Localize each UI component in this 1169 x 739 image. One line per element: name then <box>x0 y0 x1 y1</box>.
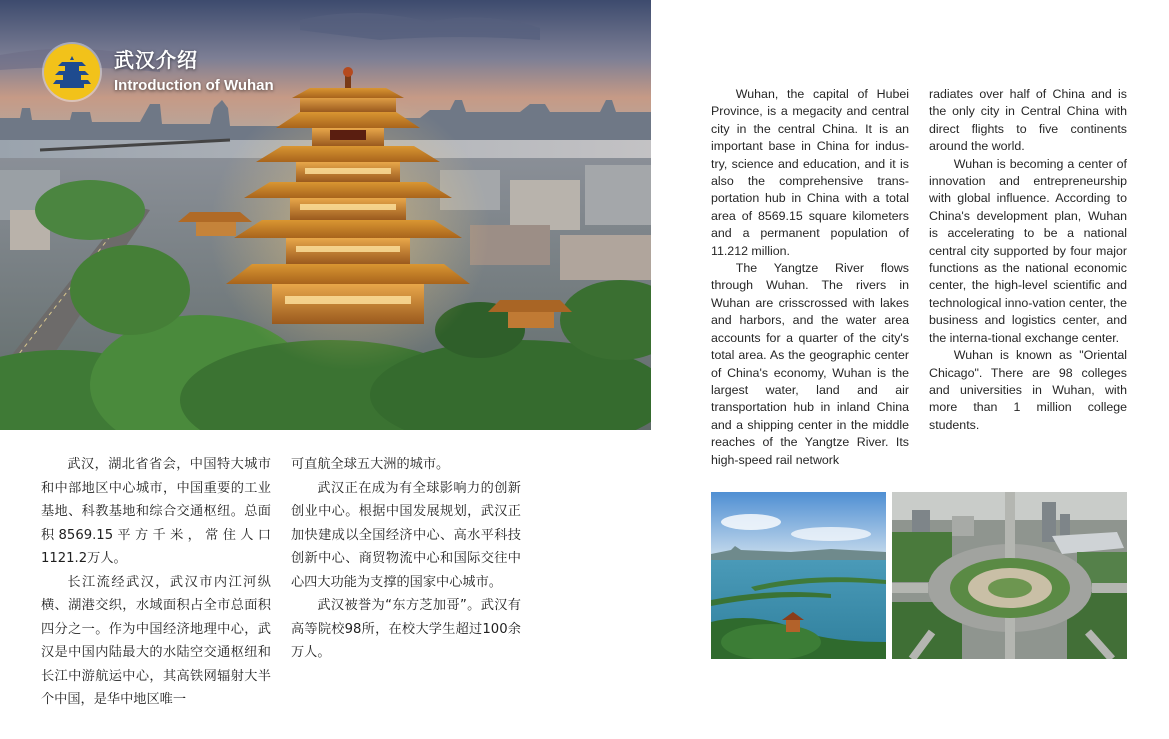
english-paragraph: The Yangtze River flows through Wuhan. The rivers in Wuhan are crisscrossed with lakes and harbors, and the water area accounts for a quarter of the city's total area. As the geographic center of China's economy, Wuhan is the largest water, land and air transportation hub in inland China and a shipping center in the middle reaches of the Yangtze River. Its high-speed rail network <box>711 261 909 467</box>
east-lake-photo <box>711 492 886 659</box>
chinese-column-1 <box>41 453 271 712</box>
hero-photo-yellow-crane-tower <box>0 0 651 430</box>
english-paragraph: radiates over half of China and is the only city in Central China with direct flights to five continents around the world. <box>929 87 1127 154</box>
english-paragraph: Wuhan is known as "Oriental Chicago". There are 98 colleges and universities in Wuhan, with more than 1 million college students. <box>929 348 1127 432</box>
chinese-paragraph: 长江流经武汉，武汉市内江河纵横、湖港交织，水域面积占全市总面积四分之一。作为中国经济地理中心，武汉是中国内陆最大的水陆空交通枢纽和长江中游航运中心，其高铁网辐射大半个中国，是华中地区唯一 <box>41 574 271 707</box>
english-paragraph: Wuhan, the capital of Hubei Province, is a megacity and central city in the central China. It is an important base in China for indus-try, science and education, and it is also the comprehensive trans-portation hub in China with a total area of 8569.15 square kilometers and a permanent population of 11.212 million. <box>711 87 909 258</box>
right-page <box>652 0 1169 739</box>
plaza-aerial-photo <box>892 492 1127 659</box>
english-column-1 <box>711 86 909 469</box>
english-paragraph: Wuhan is becoming a center of innovation and entrepreneurship with global influence. According to China's development plan, Wuhan is accelerating to be a national central city supported by four major functions as the national economic center, the high-level scientific and technological inno-vation center, the business and logistics center, and the interna-tional exchange center. <box>929 156 1127 345</box>
title-english: Introduction of Wuhan <box>114 77 274 94</box>
yellow-crane-tower-icon <box>44 44 100 100</box>
chinese-paragraph: 武汉正在成为有全球影响力的创新创业中心。根据中国发展规划，武汉正加快建成以全国经济中心、高水平科技创新中心、商贸物流中心和国际交往中心四大功能为支撑的国家中心城市。 <box>291 480 521 590</box>
chinese-column-2 <box>291 453 521 665</box>
chinese-paragraph: 武汉被誉为“东方芝加哥”。武汉有高等院校98所，在校大学生超过100余万人。 <box>291 598 521 660</box>
section-title <box>44 44 274 100</box>
english-column-2 <box>929 86 1127 434</box>
chinese-paragraph: 武汉，湖北省省会，中国特大城市和中部地区中心城市，中国重要的工业基地、科教基地和综合交通枢纽。总面积8569.15平方千米，常住人口1121.2万人。 <box>41 457 271 566</box>
chinese-paragraph: 可直航全球五大洲的城市。 <box>291 457 450 472</box>
title-chinese: 武汉介绍 <box>114 48 198 72</box>
